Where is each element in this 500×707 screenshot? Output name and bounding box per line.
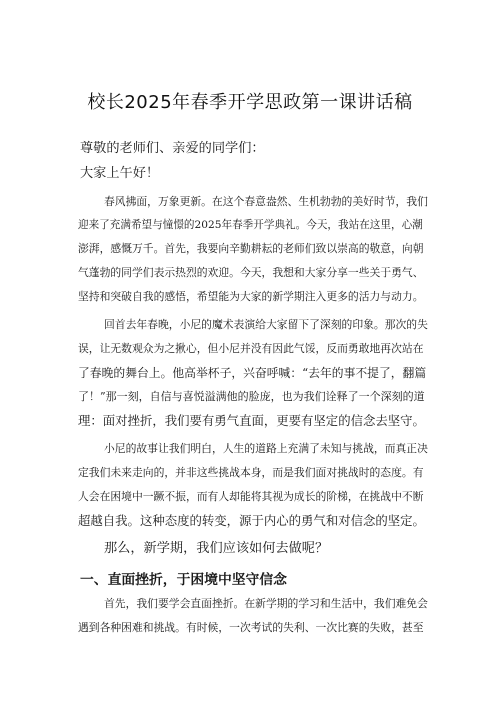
paragraph-line: 了！”那一刻，自信与喜悦溢满他的脸庞，也为我们诠释了一个深刻的道 (78, 390, 425, 403)
document-title: 校长2025年春季开学思政第一课讲话稿 (87, 92, 413, 113)
section-heading: 一、直面挫折，于困境中坚守信念 (80, 572, 287, 588)
paragraph-line: 遇到各种困难和挑战。有时候，一次考试的失利、一次比赛的失败，甚至 (78, 621, 424, 634)
hello-line: 大家上午好！ (80, 166, 160, 181)
paragraph-line: 误，让无数观众为之揪心，但小尼并没有因此气馁，反而勇敢地再次站在 (78, 342, 424, 355)
greeting-line: 尊敬的老师们、亲爱的同学们： (80, 141, 265, 156)
question-line: 那么，新学期，我们应该如何去做呢？ (104, 541, 329, 556)
paragraph-line: 理：面对挫折，我们要有勇气直面，更要有坚定的信念去坚守。 (78, 413, 425, 428)
paragraph-line: 澎湃，感慨万千。首先，我要向辛勤耕耘的老师们致以崇高的敬意，向朝 (78, 242, 424, 255)
paragraph-line: 春风拂面，万象更新。在这个春意盎然、生机勃勃的美好时节，我们 (104, 195, 428, 208)
paragraph-line: 气蓬勃的同学们表示热烈的欢迎。今天，我想和大家分享一些关于勇气、 (78, 266, 424, 279)
paragraph-line: 小尼的故事让我们明白，人生的道路上充满了未知与挑战，而真正决 (104, 442, 428, 455)
paragraph-line: 首先，我们要学会直面挫折。在新学期的学习和生活中，我们难免会 (104, 597, 428, 610)
paragraph-line: 超越自我。这种态度的转变，源于内心的勇气和对信念的坚定。 (78, 513, 425, 528)
paragraph-line: 回首去年春晚，小尼的魔术表演给大家留下了深刻的印象。那次的失 (104, 318, 428, 331)
paragraph-line: 了春晚的舞台上。他高举杯子，兴奋呼喊：“去年的事不提了，翻篇 (78, 366, 427, 380)
paragraph-line: 人会在困境中一蹶不振，而有人却能将其视为成长的阶梯，在挑战中不断 (78, 490, 424, 503)
paragraph-line: 定我们未来走向的，并非这些挑战本身，而是我们面对挑战时的态度。有 (78, 466, 424, 479)
paragraph-line: 坚持和突破自我的感悟，希望能为大家的新学期注入更多的活力与动力。 (78, 290, 424, 303)
paragraph-line: 迎来了充满希望与憧憬的2025年春季开学典礼。今天，我站在这里，心潮 (78, 219, 423, 231)
